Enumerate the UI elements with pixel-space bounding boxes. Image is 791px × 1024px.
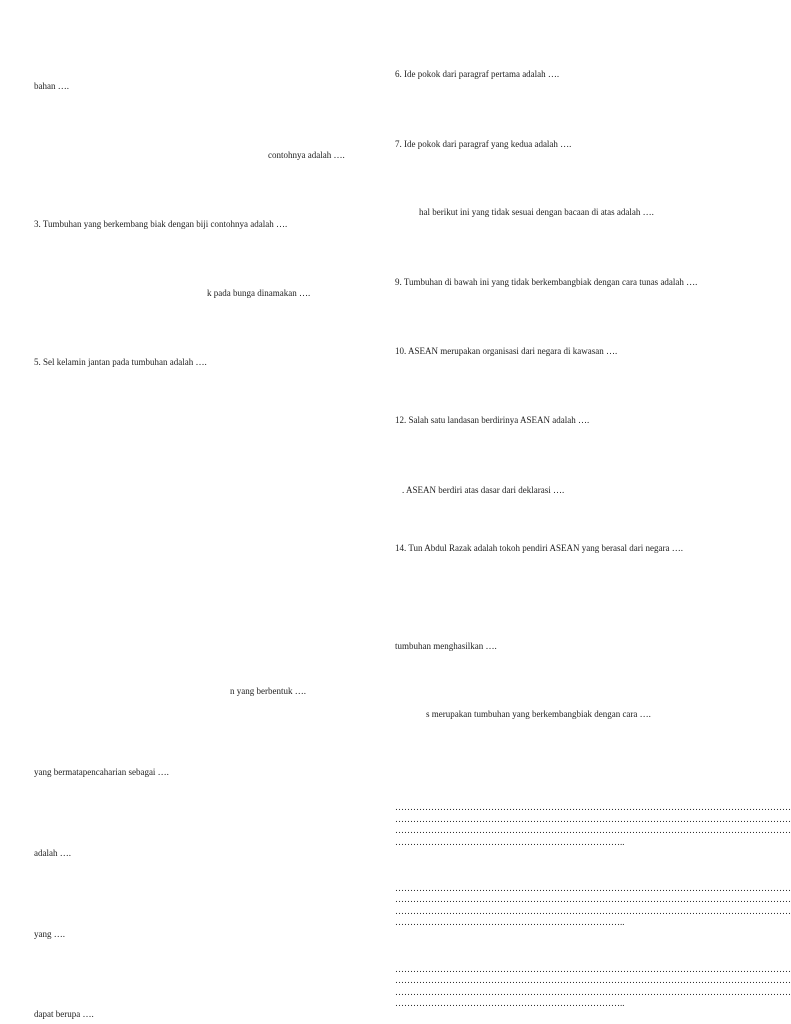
question-3: 3. Tumbuhan yang berkembang biak dengan biji contohnya adalah …. <box>34 219 288 229</box>
answer-line: …………………………………………………………………………………………………………………… <box>395 825 791 835</box>
question-9: 9. Tumbuhan di bawah ini yang tidak berkembangbiak dengan cara tunas adalah …. <box>395 277 698 287</box>
answer-line-short: ………………………………………………………………….. <box>395 837 625 847</box>
answer-line: …………………………………………………………………………………………………………………… <box>395 987 791 997</box>
answer-line: …………………………………………………………………………………………………………………… <box>395 894 791 904</box>
question-6: 6. Ide pokok dari paragraf pertama adalah …. <box>395 69 560 79</box>
answer-line: …………………………………………………………………………………………………………………… <box>395 906 791 916</box>
right-line-15: tumbuhan menghasilkan …. <box>395 641 497 651</box>
left-line-10: dapat berupa …. <box>34 1009 94 1019</box>
left-line-4: k pada bunga dinamakan …. <box>207 288 311 298</box>
right-line-8: hal berikut ini yang tidak sesuai dengan bacaan di atas adalah …. <box>419 207 654 217</box>
right-line-13: . ASEAN berdiri atas dasar dari deklarasi …. <box>402 485 565 495</box>
question-10: 10. ASEAN merupakan organisasi dari negara di kawasan …. <box>395 346 618 356</box>
answer-line-short: ………………………………………………………………….. <box>395 998 625 1008</box>
answer-line: …………………………………………………………………………………………………………………… <box>395 964 791 974</box>
right-line-16: s merupakan tumbuhan yang berkembangbiak dengan cara …. <box>426 709 651 719</box>
left-line-7: yang bermatapencaharian sebagai …. <box>34 767 169 777</box>
answer-line: …………………………………………………………………………………………………………………… <box>395 975 791 985</box>
question-12: 12. Salah satu landasan berdirinya ASEAN adalah …. <box>395 415 590 425</box>
question-5: 5. Sel kelamin jantan pada tumbuhan adalah …. <box>34 357 207 367</box>
question-14: 14. Tun Abdul Razak adalah tokoh pendiri ASEAN yang berasal dari negara …. <box>395 543 683 553</box>
left-line-8: adalah …. <box>34 848 71 858</box>
answer-line: …………………………………………………………………………………………………………………… <box>395 883 791 893</box>
answer-line-short: ………………………………………………………………….. <box>395 917 625 927</box>
answer-line: …………………………………………………………………………………………………………………… <box>395 802 791 812</box>
left-line-6: n yang berbentuk …. <box>230 686 306 696</box>
answer-line: …………………………………………………………………………………………………………………… <box>395 814 791 824</box>
left-line-2: contohnya adalah …. <box>268 150 345 160</box>
left-line-9: yang …. <box>34 929 65 939</box>
left-line-1: bahan …. <box>34 81 69 91</box>
question-7: 7. Ide pokok dari paragraf yang kedua adalah …. <box>395 139 572 149</box>
